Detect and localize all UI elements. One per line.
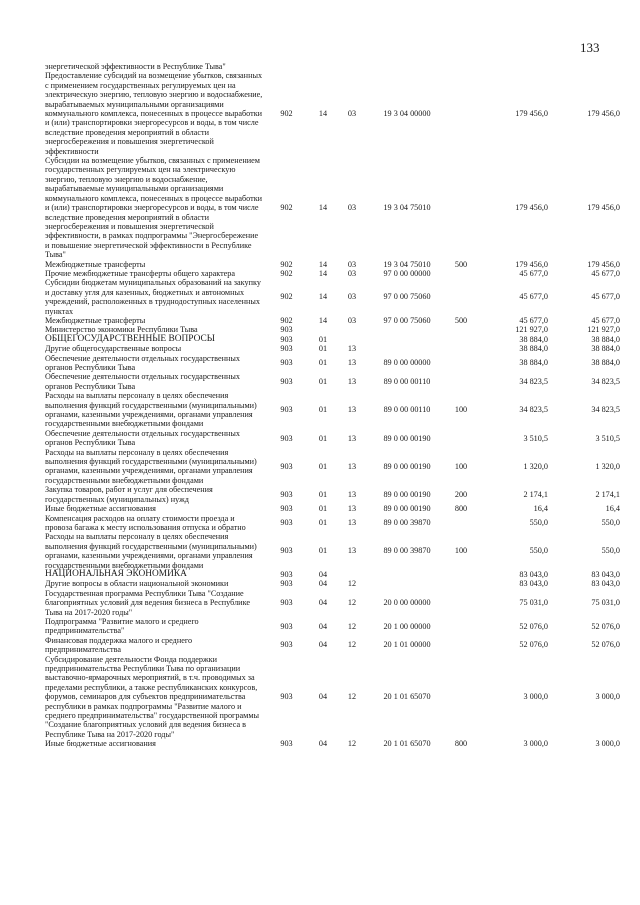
admin-code: 902 [280, 292, 293, 302]
expense-type: 200 [454, 489, 468, 499]
expense-type [446, 636, 476, 655]
admin-code: 903 [280, 692, 293, 702]
subsection-code: 12 [347, 739, 357, 749]
table-row [45, 62, 620, 71]
section-code: 14 [318, 268, 328, 278]
row-name: Обеспечение деятельности отдельных государственных органов Республики Тыва [45, 372, 240, 391]
expense-type: 800 [454, 739, 468, 749]
section-code: 04 [318, 692, 328, 702]
amount-year-2: 179 456,0 [587, 203, 620, 213]
section-code: 04 [318, 640, 328, 650]
section-code: 14 [318, 259, 328, 269]
table-row [45, 579, 620, 588]
amount-year-1: 75 031,0 [519, 598, 548, 608]
expense-type [446, 655, 476, 740]
target-article: 89 0 00 00190 [383, 504, 431, 514]
subsection-code [336, 335, 368, 344]
subsection-code: 03 [347, 259, 357, 269]
section-code: 01 [318, 334, 328, 344]
admin-code: 903 [280, 405, 293, 415]
row-name: Подпрограмма "Развитие малого и среднего предпринимательства" [45, 616, 199, 636]
amount-year-2: 34 823,5 [591, 377, 620, 387]
target-article [368, 579, 446, 588]
amount-year-1: 83 043,0 [519, 579, 548, 589]
table-row [45, 570, 620, 579]
section-code: 01 [318, 461, 328, 471]
amount-year-1: 121 927,0 [515, 325, 548, 335]
row-name: НАЦИОНАЛЬНАЯ ЭКОНОМИКА [45, 568, 187, 579]
amount-year-2: 179 456,0 [587, 109, 620, 119]
amount-year-2: 45 677,0 [591, 315, 620, 325]
row-name: Обеспечение деятельности отдельных государственных органов Республики Тыва [45, 428, 240, 448]
row-name: Иные бюджетные ассигнования [45, 504, 156, 514]
row-name: Расходы на выплаты персоналу в целях обеспечения выполнения функций государственными (муниципальными) органами, казенными учреждениями, органами управления государственными внебюджетными фондами [45, 391, 257, 429]
admin-code: 903 [280, 325, 293, 335]
admin-code: 903 [280, 739, 293, 749]
expense-type [446, 278, 476, 316]
amount-year-1: 179 456,0 [515, 109, 548, 119]
target-article [368, 570, 446, 579]
admin-code: 903 [280, 640, 293, 650]
subsection-code: 13 [347, 377, 357, 387]
admin-code: 903 [280, 621, 293, 631]
table-row [45, 514, 620, 533]
table-row [45, 429, 620, 448]
subsection-code: 13 [347, 358, 357, 368]
admin-code: 903 [280, 344, 293, 354]
target-article: 89 0 00 00110 [383, 405, 431, 415]
row-name: Другие вопросы в области национальной экономики [45, 579, 229, 589]
row-name: энергетической эффективности в Республике Тыва" [45, 62, 226, 71]
row-name: Прочие межбюджетные трансферты общего характера [45, 268, 236, 278]
amount-year-1: 3 510,5 [523, 433, 548, 443]
subsection-code: 13 [347, 504, 357, 514]
expense-type: 100 [454, 546, 468, 556]
subsection-code: 13 [347, 405, 357, 415]
amount-year-2: 45 677,0 [591, 292, 620, 302]
amount-year-2: 550,0 [601, 518, 620, 528]
target-article: 89 0 00 00110 [383, 377, 431, 387]
row-name: ОБЩЕГОСУДАРСТВЕННЫЕ ВОПРОСЫ [45, 333, 215, 344]
subsection-code: 03 [347, 203, 357, 213]
amount-year-2: 3 000,0 [595, 739, 620, 749]
row-name: Компенсация расходов на оплату стоимости проезда и провоза багажа к месту использования отпуска и обратно [45, 513, 246, 532]
section-code: 04 [318, 569, 328, 579]
amount-year-1: 16,4 [533, 504, 548, 514]
admin-code: 903 [280, 489, 293, 499]
amount-year-1: 52 076,0 [519, 640, 548, 650]
target-article: 89 0 00 39870 [383, 518, 431, 528]
expense-type: 500 [454, 259, 468, 269]
table-row [45, 335, 620, 344]
row-name: Расходы на выплаты персоналу в целях обеспечения выполнения функций государственными (муниципальными) органами, казенными учреждениями, органами управления государственными внебюджетными фондами [45, 532, 257, 570]
amount-year-1: 550,0 [529, 546, 548, 556]
table-row [45, 354, 620, 373]
amount-year-1: 550,0 [529, 518, 548, 528]
expense-type: 100 [454, 461, 468, 471]
subsection-code [336, 570, 368, 579]
admin-code: 903 [280, 598, 293, 608]
subsection-code: 13 [347, 461, 357, 471]
admin-code: 903 [280, 433, 293, 443]
section-code: 01 [318, 504, 328, 514]
target-article [368, 344, 446, 353]
row-name: Субсидии бюджетам муниципальных образований на закупку и доставку угля для казенных, бюджетных и автономных учреждений, расположенных в труднодоступных населенных пунктах [45, 278, 261, 316]
admin-code: 903 [280, 518, 293, 528]
expense-type: 100 [454, 405, 468, 415]
row-name: Расходы на выплаты персоналу в целях обеспечения выполнения функций государственными (муниципальными) органами, казенными учреждениями, органами управления государственными внебюджетными фондами [45, 447, 257, 485]
amount-year-1: 83 043,0 [519, 569, 548, 579]
subsection-code: 13 [347, 489, 357, 499]
table-row [45, 260, 620, 269]
section-code: 04 [318, 598, 328, 608]
row-name: Другие общегосударственные вопросы [45, 344, 182, 354]
amount-year-1: 34 823,5 [519, 405, 548, 415]
amount-year-2: 16,4 [605, 504, 620, 514]
table-row [45, 391, 620, 429]
expense-type [446, 71, 476, 156]
subsection-code [336, 62, 368, 71]
amount-year-2: 83 043,0 [591, 579, 620, 589]
expense-type [446, 156, 476, 259]
amount-year-2: 179 456,0 [587, 259, 620, 269]
section-code: 14 [318, 203, 328, 213]
expense-type [446, 429, 476, 448]
admin-code: 903 [280, 334, 293, 344]
section-code: 04 [318, 621, 328, 631]
row-name: Субсидирование деятельности Фонда поддержки предпринимательства Республики Тыва по организации выставочно-ярмарочных мероприятий, в т.ч. проводимых за пределами республики, а также республиканских конкурсов, форумов, семинаров для субъектов предпринимательства республики в рамках подпрограммы "Развитие малого и среднего предпринимательства" государственной программы "Создание благоприятных условий для ведения бизнеса в Республике Тыва на 2017-2020 годы" [45, 654, 260, 739]
table-row [45, 532, 620, 570]
amount-year-2: 2 174,1 [595, 489, 620, 499]
target-article: 19 3 04 00000 [383, 109, 431, 119]
table-row [45, 448, 620, 486]
amount-year-2: 52 076,0 [591, 621, 620, 631]
target-article: 89 0 00 00000 [383, 358, 431, 368]
subsection-code: 13 [347, 433, 357, 443]
section-code: 01 [318, 489, 328, 499]
admin-code: 902 [280, 259, 293, 269]
subsection-code: 12 [347, 579, 357, 589]
amount-year-2: 1 320,0 [595, 461, 620, 471]
section-code: 14 [318, 315, 328, 325]
target-article: 89 0 00 00190 [383, 461, 431, 471]
amount-year-2: 3 000,0 [595, 692, 620, 702]
section-code: 01 [318, 546, 328, 556]
expense-type [446, 570, 476, 579]
amount-year-2: 3 510,5 [595, 433, 620, 443]
amount-year-1: 3 000,0 [523, 739, 548, 749]
target-article: 20 1 01 00000 [383, 640, 431, 650]
table-row [45, 316, 620, 325]
expense-type [446, 269, 476, 278]
table-row [45, 278, 620, 316]
admin-code: 903 [280, 504, 293, 514]
admin-code: 902 [280, 203, 293, 213]
target-article: 20 1 00 00000 [383, 621, 431, 631]
target-article: 89 0 00 00190 [383, 489, 431, 499]
subsection-code: 03 [347, 268, 357, 278]
admin-code: 903 [280, 377, 293, 387]
subsection-code: 13 [347, 546, 357, 556]
section-code [310, 62, 336, 71]
expense-type [446, 579, 476, 588]
target-article: 97 0 00 00000 [383, 268, 431, 278]
expense-type [446, 514, 476, 533]
expense-type [446, 372, 476, 391]
expense-type [446, 335, 476, 344]
row-name: Министерство экономики Республики Тыва [45, 325, 198, 335]
expense-type [446, 589, 476, 617]
section-code: 01 [318, 377, 328, 387]
amount-year-2: 38 884,0 [591, 344, 620, 354]
row-name: Государственная программа Республики Тыва "Создание благоприятных условий для ведения бизнеса в Республике Тыва на 2017-2020 годы" [45, 588, 250, 617]
table-row [45, 504, 620, 513]
amount-year-1: 38 884,0 [519, 334, 548, 344]
budget-table [45, 62, 620, 749]
amount-year-2: 45 677,0 [591, 268, 620, 278]
subsection-code: 12 [347, 621, 357, 631]
target-article: 19 3 04 75010 [383, 203, 431, 213]
row-name: Финансовая поддержка малого и среднего предпринимательства [45, 635, 193, 655]
table-row [45, 269, 620, 278]
target-article: 97 0 00 75060 [383, 315, 431, 325]
target-article: 97 0 00 75060 [383, 292, 431, 302]
target-article [368, 62, 446, 71]
target-article: 89 0 00 00190 [383, 433, 431, 443]
section-code [310, 325, 336, 334]
admin-code [263, 62, 310, 71]
subsection-code: 12 [347, 598, 357, 608]
row-name: Межбюджетные трансферты [45, 315, 146, 325]
subsection-code: 03 [347, 109, 357, 119]
section-code: 01 [318, 433, 328, 443]
subsection-code: 12 [347, 692, 357, 702]
target-article: 20 1 01 65070 [383, 739, 431, 749]
amount-year-1 [476, 62, 548, 71]
expense-type: 500 [454, 315, 468, 325]
amount-year-1: 38 884,0 [519, 344, 548, 354]
subsection-code: 03 [347, 315, 357, 325]
admin-code: 902 [280, 109, 293, 119]
row-name: Межбюджетные трансферты [45, 259, 146, 269]
section-code: 01 [318, 358, 328, 368]
expense-type: 800 [454, 504, 468, 514]
amount-year-2: 34 823,5 [591, 405, 620, 415]
admin-code: 903 [280, 569, 293, 579]
amount-year-1: 45 677,0 [519, 292, 548, 302]
amount-year-1: 45 677,0 [519, 268, 548, 278]
expense-type [446, 325, 476, 334]
row-name: Иные бюджетные ассигнования [45, 739, 156, 749]
amount-year-1: 45 677,0 [519, 315, 548, 325]
row-name: Субсидии на возмещение убытков, связанных с применением государственных регулируемых цен на электрическую энергию, тепловую энергию и водоснабжение, вырабатываемые муниципальными организациями коммунального комплекса, понесенных в процессе выработки и (или) транспортировки энергоресурсов и воды, в том числе вследствие проведения мероприятий в области энергосбережения и повышения энергетической эффективности, в рамках подпрограммы "Энергосбережение и повышение энергетической эффективности в Республике Тыва" [45, 156, 263, 260]
row-name: Предоставление субсидий на возмещение убытков, связанных с применением государственных регулируемых цен на электрическую энергию, тепловую энергию и водоснабжение, вырабатываемых муниципальными организациями коммунального комплекса, понесенных в процессе выработки и (или) транспортировки энергоресурсов и воды, в том числе вследствие проведения мероприятий в области энергосбережения и повышения энергетической эффективности [45, 71, 263, 156]
table-row [45, 636, 620, 655]
amount-year-1: 179 456,0 [515, 259, 548, 269]
table-row [45, 485, 620, 504]
target-article [368, 325, 446, 334]
section-code: 14 [318, 109, 328, 119]
admin-code: 903 [280, 461, 293, 471]
table-row [45, 71, 620, 156]
amount-year-2: 38 884,0 [591, 358, 620, 368]
section-code: 01 [318, 405, 328, 415]
subsection-code: 13 [347, 518, 357, 528]
subsection-code: 03 [347, 292, 357, 302]
amount-year-1: 38 884,0 [519, 358, 548, 368]
amount-year-2: 550,0 [601, 546, 620, 556]
amount-year-2: 38 884,0 [591, 334, 620, 344]
expense-type [446, 62, 476, 71]
admin-code: 903 [280, 358, 293, 368]
amount-year-1: 34 823,5 [519, 377, 548, 387]
amount-year-1: 1 320,0 [523, 461, 548, 471]
page-number: 133 [580, 40, 600, 55]
subsection-code: 12 [347, 640, 357, 650]
target-article [368, 335, 446, 344]
amount-year-2: 75 031,0 [591, 598, 620, 608]
expense-type [446, 344, 476, 353]
section-code: 04 [318, 739, 328, 749]
target-article: 19 3 04 75010 [383, 259, 431, 269]
amount-year-2: 83 043,0 [591, 569, 620, 579]
admin-code: 903 [280, 579, 293, 589]
amount-year-2: 121 927,0 [587, 325, 620, 335]
admin-code: 902 [280, 268, 293, 278]
table-row [45, 589, 620, 617]
amount-year-2 [548, 62, 620, 71]
table-row [45, 372, 620, 391]
target-article: 20 1 01 65070 [383, 692, 431, 702]
amount-year-1: 3 000,0 [523, 692, 548, 702]
admin-code: 902 [280, 315, 293, 325]
section-code: 01 [318, 344, 328, 354]
target-article: 89 0 00 39870 [383, 546, 431, 556]
target-article: 20 0 00 00000 [383, 598, 431, 608]
amount-year-1: 179 456,0 [515, 203, 548, 213]
budget-table-body [45, 62, 620, 749]
expense-type [446, 354, 476, 373]
table-row [45, 617, 620, 636]
table-row [45, 156, 620, 259]
subsection-code [336, 325, 368, 334]
section-code: 14 [318, 292, 328, 302]
admin-code: 903 [280, 546, 293, 556]
table-row [45, 739, 620, 748]
section-code: 04 [318, 579, 328, 589]
table-row [45, 344, 620, 353]
row-name: Обеспечение деятельности отдельных государственных органов Республики Тыва [45, 353, 240, 372]
section-code: 01 [318, 518, 328, 528]
row-name: Закупка товаров, работ и услуг для обеспечения государственных (муниципальных) нужд [45, 485, 213, 504]
amount-year-1: 2 174,1 [523, 489, 548, 499]
amount-year-1: 52 076,0 [519, 621, 548, 631]
table-row [45, 655, 620, 740]
expense-type [446, 617, 476, 636]
subsection-code: 13 [347, 344, 357, 354]
amount-year-2: 52 076,0 [591, 640, 620, 650]
